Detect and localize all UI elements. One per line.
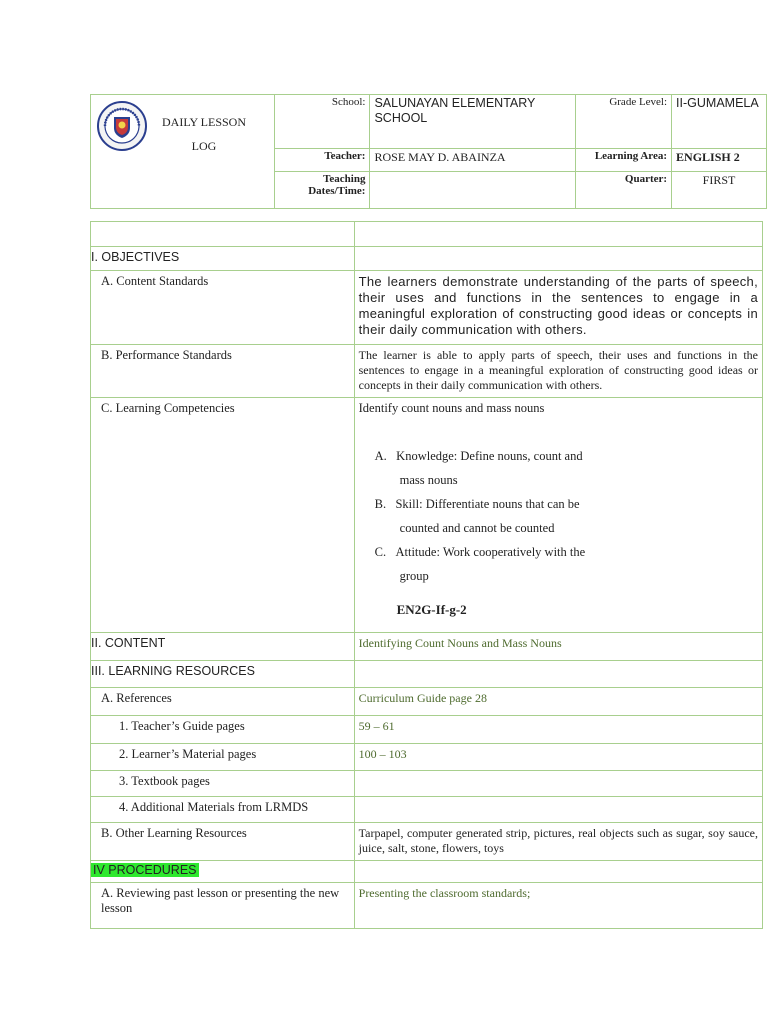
learning-competencies-label: C. Learning Competencies bbox=[91, 398, 355, 633]
learning-resources-heading: III. LEARNING RESOURCES bbox=[91, 661, 355, 688]
competencies-intro: Identify count nouns and mass nouns bbox=[358, 401, 545, 415]
reviewing-lesson-value: Presenting the classroom standards; bbox=[354, 883, 762, 929]
title-line-1: DAILY LESSON bbox=[161, 115, 247, 129]
procedures-heading-cell bbox=[91, 861, 355, 883]
list-item: mass nouns bbox=[399, 473, 458, 487]
other-resources-value: Tarpapel, computer generated strip, pictures, real objects such as sugar, soy sauce, juice, salt, stone, flowers, toys bbox=[354, 823, 762, 861]
learners-material-label: 2. Learner’s Material pages bbox=[91, 744, 355, 771]
grade-level-label: Grade Level: bbox=[576, 95, 672, 149]
school-label: School: bbox=[274, 95, 370, 149]
learning-area-label: Learning Area: bbox=[576, 149, 672, 172]
textbook-pages-label: 3. Textbook pages bbox=[91, 771, 355, 797]
item-letter: C. bbox=[374, 545, 387, 559]
item-letter: A. bbox=[374, 449, 387, 463]
procedures-heading: IV PROCEDURES bbox=[93, 863, 197, 877]
references-value: Curriculum Guide page 28 bbox=[354, 688, 762, 716]
list-item bbox=[375, 540, 758, 564]
quarter-value: FIRST bbox=[672, 172, 767, 209]
additional-materials-label: 4. Additional Materials from LRMDS bbox=[91, 797, 355, 823]
teachers-guide-value: 59 – 61 bbox=[354, 716, 762, 744]
deped-seal-logo bbox=[97, 101, 147, 151]
teaching-dates-label: Teaching Dates/Time: bbox=[274, 172, 370, 209]
list-item: counted and cannot be counted bbox=[399, 521, 555, 535]
header-table bbox=[90, 94, 767, 209]
teachers-guide-label: 1. Teacher’s Guide pages bbox=[91, 716, 355, 744]
learners-material-value: 100 – 103 bbox=[354, 744, 762, 771]
list-item: group bbox=[399, 569, 429, 583]
other-resources-label: B. Other Learning Resources bbox=[91, 823, 355, 861]
additional-materials-value bbox=[354, 797, 762, 823]
teacher-value: ROSE MAY D. ABAINZA bbox=[370, 149, 576, 172]
list-item bbox=[375, 444, 758, 468]
blank-cell bbox=[91, 222, 355, 247]
quarter-label: Quarter: bbox=[576, 172, 672, 209]
reviewing-lesson-label: A. Reviewing past lesson or presenting the new lesson bbox=[91, 883, 355, 929]
blank-cell bbox=[354, 222, 762, 247]
item-text: Knowledge: Define nouns, count and bbox=[396, 449, 583, 463]
content-standards-label: A. Content Standards bbox=[91, 271, 355, 345]
learning-area-value: ENGLISH 2 bbox=[672, 149, 767, 172]
references-label: A. References bbox=[91, 688, 355, 716]
title-line-2: LOG bbox=[191, 139, 217, 153]
school-value: SALUNAYAN ELEMENTARY SCHOOL bbox=[370, 95, 576, 149]
content-standards-value: The learners demonstrate understanding of the parts of speech, their uses and functions in the sentences to engage in a meaningful exploration of constructing good ideas or concepts in their daily communication with others. bbox=[354, 271, 762, 345]
logo-cell bbox=[91, 95, 275, 209]
textbook-pages-value bbox=[354, 771, 762, 797]
blank-cell bbox=[354, 247, 762, 271]
document-title bbox=[157, 110, 251, 158]
item-text: Attitude: Work cooperatively with the bbox=[395, 545, 586, 559]
blank-cell bbox=[354, 861, 762, 883]
performance-standards-value: The learner is able to apply parts of speech, their uses and functions in the sentences to engage in a meaningful exploration of constructing good ideas or concepts in their daily communication with others. bbox=[354, 345, 762, 398]
item-text: Skill: Differentiate nouns that can be bbox=[395, 497, 580, 511]
content-value: Identifying Count Nouns and Mass Nouns bbox=[354, 633, 762, 661]
blank-cell bbox=[354, 661, 762, 688]
teacher-label: Teacher: bbox=[274, 149, 370, 172]
content-heading: II. CONTENT bbox=[91, 633, 355, 661]
grade-level-value: II-GUMAMELA bbox=[672, 95, 767, 149]
item-letter: B. bbox=[374, 497, 387, 511]
objectives-heading: I. OBJECTIVES bbox=[91, 247, 355, 271]
teaching-dates-value bbox=[370, 172, 576, 209]
learning-competencies-cell bbox=[354, 398, 762, 633]
competency-code: EN2G-If-g-2 bbox=[396, 602, 467, 617]
lesson-plan-table bbox=[90, 221, 763, 929]
performance-standards-label: B. Performance Standards bbox=[91, 345, 355, 398]
competencies-list bbox=[359, 444, 758, 588]
list-item bbox=[375, 492, 758, 516]
